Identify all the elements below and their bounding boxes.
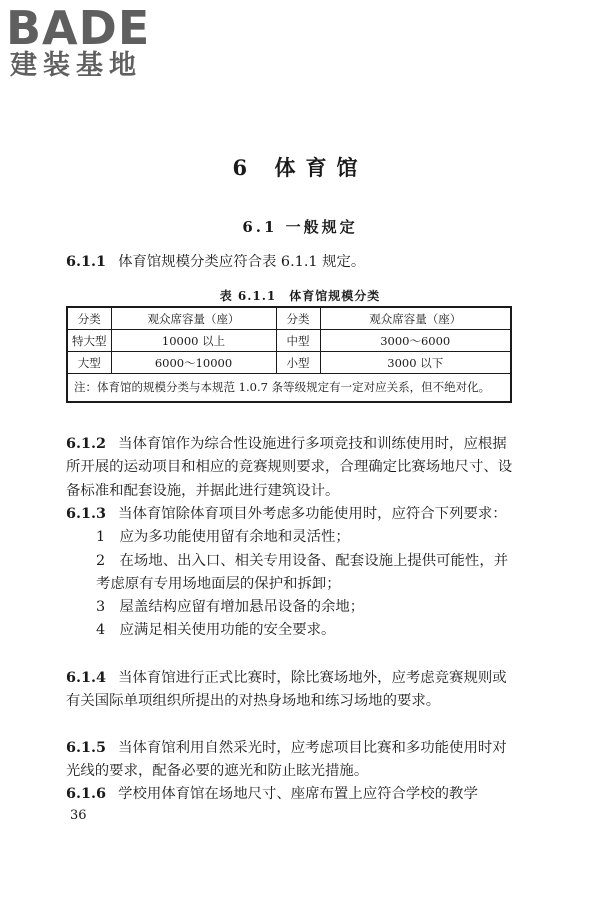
list-item: 4 应满足相关使用功能的安全要求。 xyxy=(96,622,336,639)
table-cell: 中型 xyxy=(276,330,320,352)
clause-6-1-6 xyxy=(66,782,514,806)
table-row xyxy=(67,352,511,374)
clause-6-1-1 xyxy=(66,250,514,274)
clause-number: 6.1.6 xyxy=(66,785,107,802)
list-item: 2 在场地、出入口、相关专用设备、配套设施上提供可能性，并考虑原有专用场地面层的保护和拆卸； xyxy=(96,552,509,592)
chapter-title: 6 体育馆 xyxy=(232,155,368,180)
clause-text: 学校用体育馆在场地尺寸、座席布置上应符合学校的教学 xyxy=(118,786,478,802)
table-cell: 6000～10000 xyxy=(111,352,276,374)
table-cell: 大型 xyxy=(67,352,111,374)
table-cell: 3000～6000 xyxy=(320,330,511,352)
clause-text: 体育馆规模分类应符合表 6.1.1 规定。 xyxy=(118,254,366,270)
table-caption: 表 6.1.1 体育馆规模分类 xyxy=(219,289,381,303)
scale-classification-table xyxy=(66,306,512,403)
logo-text-cn: 建装基地 xyxy=(10,50,142,81)
list-item: 3 屋盖结构应留有增加悬吊设备的余地； xyxy=(96,599,365,616)
table-header-cell: 观众席容量（座） xyxy=(320,307,511,330)
clause-text: 当体育馆除体育项目外考虑多功能使用时，应符合下列要求： xyxy=(118,506,507,522)
section-title: 6.1 一般规定 xyxy=(242,218,358,236)
clause-number: 6.1.4 xyxy=(66,669,107,686)
list-item: 1 应为多功能使用留有余地和灵活性； xyxy=(96,529,350,546)
table-note-row xyxy=(67,374,511,403)
page-number: 36 xyxy=(70,808,87,823)
table-header-cell: 分类 xyxy=(276,307,320,330)
table-header-cell: 分类 xyxy=(67,307,111,330)
clause-text: 当体育馆进行正式比赛时，除比赛场地外，应考虑竞赛规则或有关国际单项组织所提出的对热身场地和练习场地的要求。 xyxy=(66,670,507,710)
clause-number: 6.1.5 xyxy=(66,739,107,756)
clause-text: 当体育馆利用自然采光时，应考虑项目比赛和多功能使用时对光线的要求，配备必要的遮光和防止眩光措施。 xyxy=(66,740,507,780)
logo-text-en: BADE xyxy=(6,1,151,55)
table-cell: 3000 以下 xyxy=(320,352,511,374)
clause-text: 当体育馆作为综合性设施进行多项竞技和训练使用时，应根据所开展的运动项目和相应的竞赛规则要求，合理确定比赛场地尺寸、设备标准和配套设施，并据此进行建筑设计。 xyxy=(66,436,513,499)
table-row xyxy=(67,330,511,352)
table-header-row xyxy=(67,307,511,330)
table-cell: 小型 xyxy=(276,352,320,374)
table-header-cell: 观众席容量（座） xyxy=(111,307,276,330)
clause-6-1-2 xyxy=(66,432,514,503)
logo xyxy=(6,1,176,84)
clause-6-1-4 xyxy=(66,666,514,714)
clause-number: 6.1.3 xyxy=(66,505,107,522)
table-cell: 特大型 xyxy=(67,330,111,352)
table-note: 注：体育馆的规模分类与本规范 1.0.7 条等级规定有一定对应关系，但不绝对化。 xyxy=(67,374,511,403)
table-cell: 10000 以上 xyxy=(111,330,276,352)
clause-6-1-5 xyxy=(66,736,514,784)
clause-6-1-3 xyxy=(66,502,514,643)
clause-number: 6.1.2 xyxy=(66,435,107,452)
clause-number: 6.1.1 xyxy=(66,253,107,270)
